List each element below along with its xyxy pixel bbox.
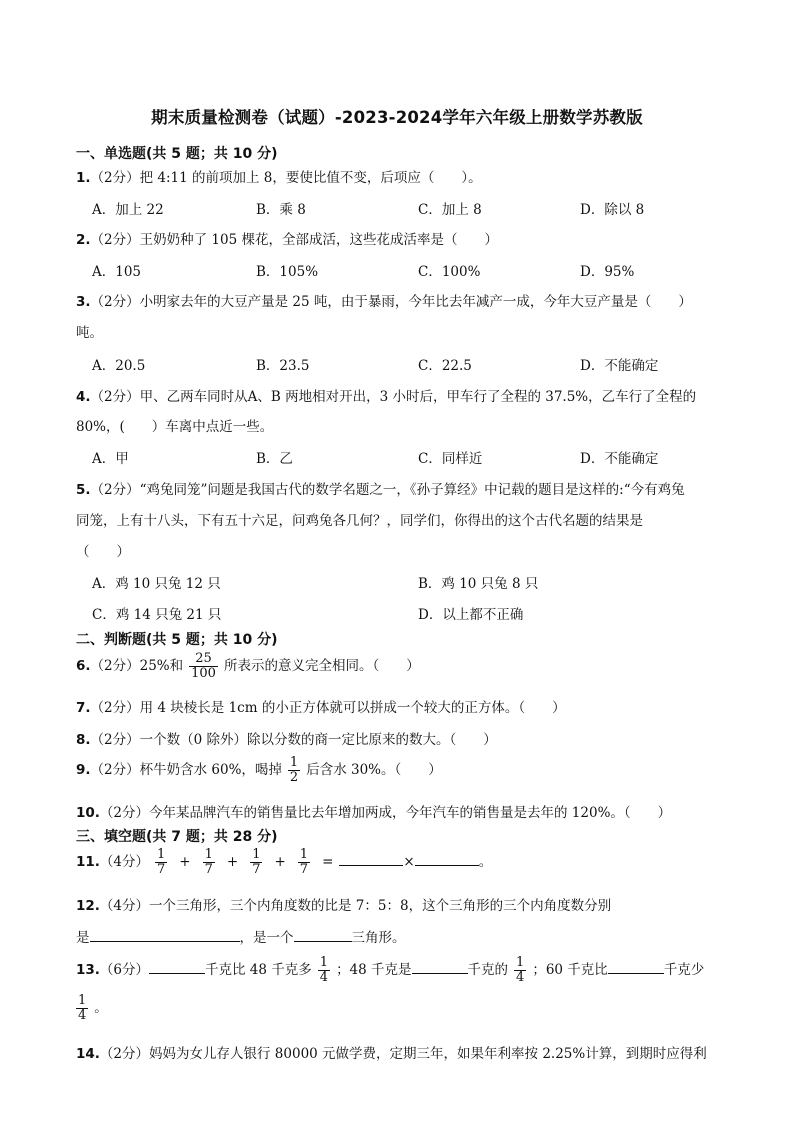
question-3 bbox=[76, 290, 692, 310]
q1-option-a: A．加上 22 bbox=[92, 202, 164, 218]
fraction-numerator: 1 bbox=[289, 755, 299, 770]
question-number: 3. bbox=[76, 294, 91, 310]
q4-option-a: A．甲 bbox=[92, 451, 129, 467]
question-number: 10. bbox=[76, 805, 100, 821]
plus-sign: + bbox=[226, 854, 239, 870]
end-mark: 。 bbox=[478, 854, 493, 870]
fraction-numerator: 1 bbox=[299, 847, 309, 862]
question-5-line-3: （ ） bbox=[76, 544, 130, 560]
question-12 bbox=[76, 894, 611, 914]
question-text: （2分）杯牛奶含水 60%，喝掉 bbox=[90, 762, 282, 778]
answer-blank[interactable] bbox=[608, 961, 664, 974]
question-number: 5. bbox=[76, 482, 91, 498]
fraction-denominator: 7 bbox=[204, 862, 213, 877]
fraction-numerator: 1 bbox=[319, 955, 329, 970]
section-heading-fill-in: 三、填空题(共 7 题；共 28 分) bbox=[76, 829, 278, 845]
fraction bbox=[288, 756, 300, 785]
question-2 bbox=[76, 228, 498, 248]
fraction-numerator: 1 bbox=[204, 847, 213, 862]
question-text: ，是一个 bbox=[239, 930, 294, 946]
fraction-denominator: 4 bbox=[319, 970, 329, 985]
question-text: （2分）用 4 块棱长是 1cm 的小正方体就可以拼成一个较大的正方体。（ ） bbox=[90, 700, 566, 716]
question-1 bbox=[76, 166, 482, 186]
plus-sign: + bbox=[179, 854, 191, 870]
question-text: （2分）一个数（0 除外）除以分数的商一定比原来的数大。（ ） bbox=[90, 732, 497, 748]
question-5 bbox=[76, 478, 685, 498]
question-text: （2分）25%和 bbox=[90, 658, 184, 674]
answer-blank[interactable] bbox=[149, 961, 205, 974]
fraction bbox=[189, 652, 218, 681]
question-number: 2. bbox=[76, 232, 91, 248]
q2-option-b: B．105% bbox=[256, 264, 319, 280]
question-5-line-2: 同笼，上有十八头，下有五十六足，问鸡兔各几何？，同学们，你得出的这个古代名题的结果是 bbox=[76, 513, 643, 529]
question-number: 4. bbox=[76, 389, 91, 405]
q5-option-b: B．鸡 10 只兔 8 只 bbox=[418, 576, 539, 592]
question-number: 12. bbox=[76, 898, 100, 914]
fraction bbox=[298, 848, 310, 877]
question-text: 千克的 bbox=[467, 962, 509, 978]
fraction-denominator: 7 bbox=[157, 862, 166, 877]
fraction-denominator: 4 bbox=[78, 1008, 87, 1023]
q1-option-d: D．除以 8 bbox=[580, 202, 645, 218]
question-number: 7. bbox=[76, 700, 91, 716]
question-8 bbox=[76, 728, 497, 748]
question-13 bbox=[76, 956, 704, 985]
fraction-numerator: 1 bbox=[516, 955, 525, 970]
question-number: 13. bbox=[76, 962, 100, 978]
fraction bbox=[155, 848, 167, 877]
question-text: （2分）妈妈为女儿存人银行 80000 元做学费，定期三年，如果年利率按 2.25%计算，到期时应得利 bbox=[99, 1046, 707, 1062]
q2-option-c: C．100% bbox=[418, 264, 481, 280]
question-text: 三角形。 bbox=[351, 930, 406, 946]
question-6 bbox=[76, 652, 420, 681]
answer-blank[interactable] bbox=[294, 929, 352, 942]
fraction-denominator: 7 bbox=[252, 862, 261, 877]
question-7 bbox=[76, 696, 566, 716]
question-text-end: 所表示的意义完全相同。（ ） bbox=[223, 658, 420, 674]
q1-option-c: C．加上 8 bbox=[418, 202, 482, 218]
q4-option-c: C．同样近 bbox=[418, 451, 483, 467]
section-heading-single-choice: 一、单选题(共 5 题；共 10 分) bbox=[76, 146, 278, 162]
page-title: 期末质量检测卷（试题）-2023-2024学年六年级上册数学苏教版 bbox=[151, 108, 643, 127]
answer-blank[interactable] bbox=[412, 961, 468, 974]
question-13-line-2 bbox=[76, 994, 108, 1023]
plus-sign: + bbox=[274, 854, 286, 870]
question-number: 6. bbox=[76, 658, 91, 674]
equals-sign: = bbox=[322, 854, 334, 870]
question-text: （2分）小明家去年的大豆产量是 25 吨，由于暴雨，今年比去年减产一成，今年大豆产量是（ ） bbox=[90, 294, 692, 310]
question-number: 11. bbox=[76, 854, 100, 870]
fraction-numerator: 1 bbox=[78, 993, 87, 1008]
q3-option-a: A．20.5 bbox=[92, 358, 146, 374]
question-text: （6分） bbox=[99, 962, 150, 978]
end-mark: 。 bbox=[94, 1000, 108, 1016]
question-text: （2分）今年某品牌汽车的销售量比去年增加两成，今年汽车的销售量是去年的 120%。（ ） bbox=[99, 805, 672, 821]
question-text: 千克少 bbox=[663, 962, 705, 978]
question-text: （2分）把 4:11 的前项加上 8，要使比值不变，后项应（ ）。 bbox=[90, 170, 482, 186]
question-4 bbox=[76, 385, 696, 405]
question-text: 千克比 48 千克多 bbox=[205, 962, 312, 978]
q2-option-a: A．105 bbox=[92, 264, 142, 280]
q4-option-d: D．不能确定 bbox=[580, 451, 659, 467]
question-text: （2分）甲、乙两车同时从A、B 两地相对开出，3 小时后，甲车行了全程的 37.5%，乙车行了全程的 bbox=[90, 389, 697, 405]
q4-option-b: B．乙 bbox=[256, 451, 293, 467]
times-sign: × bbox=[403, 854, 415, 870]
question-9 bbox=[76, 756, 442, 785]
question-text: ；48 千克是 bbox=[336, 962, 412, 978]
fraction-denominator: 4 bbox=[516, 970, 525, 985]
question-10 bbox=[76, 801, 671, 821]
fraction-numerator: 1 bbox=[157, 847, 166, 862]
q3-option-b: B．23.5 bbox=[256, 358, 310, 374]
question-text: （4分） bbox=[99, 854, 150, 870]
question-12-line-2 bbox=[76, 926, 406, 946]
section-heading-true-false: 二、判断题(共 5 题；共 10 分) bbox=[76, 632, 278, 648]
q5-option-a: A．鸡 10 只兔 12 只 bbox=[92, 576, 221, 592]
fraction-numerator: 25 bbox=[195, 651, 212, 666]
answer-blank[interactable] bbox=[90, 929, 240, 942]
fraction bbox=[203, 848, 215, 877]
question-text: （4分）一个三角形，三个内角度数的比是 7：5：8，这个三角形的三个内角度数分别 bbox=[99, 898, 612, 914]
q3-option-c: C．22.5 bbox=[418, 358, 472, 374]
fraction-denominator: 100 bbox=[191, 666, 216, 681]
question-text: 是 bbox=[76, 930, 90, 946]
fraction bbox=[514, 956, 526, 985]
question-text-end: 后含水 30%。（ ） bbox=[306, 762, 442, 778]
fraction bbox=[250, 848, 262, 877]
question-14 bbox=[76, 1042, 707, 1062]
question-number: 1. bbox=[76, 170, 91, 186]
fraction-denominator: 7 bbox=[299, 862, 309, 877]
question-3-line-2: 吨。 bbox=[76, 325, 103, 341]
q5-option-d: D．以上都不正确 bbox=[418, 607, 524, 623]
answer-blank[interactable] bbox=[415, 853, 479, 866]
question-text: （2分）王奶奶种了 105 棵花，全部成活，这些花成活率是（ ） bbox=[90, 232, 498, 248]
q1-option-b: B．乘 8 bbox=[256, 202, 306, 218]
question-text: （2分）“鸡兔同笼”问题是我国古代的数学名题之一，《孙子算经》中记载的题目是这样的:“今有鸡兔 bbox=[90, 482, 685, 498]
question-4-line-2: 80%，( ）车离中点近一些。 bbox=[76, 419, 274, 435]
answer-blank[interactable] bbox=[339, 853, 403, 866]
q5-option-c: C．鸡 14 只兔 21 只 bbox=[92, 607, 222, 623]
q2-option-d: D．95% bbox=[580, 264, 635, 280]
fraction-denominator: 2 bbox=[289, 770, 299, 785]
fraction bbox=[318, 956, 330, 985]
question-text: ；60 千克比 bbox=[532, 962, 608, 978]
question-number: 9. bbox=[76, 762, 91, 778]
question-number: 14. bbox=[76, 1046, 100, 1062]
fraction bbox=[76, 994, 88, 1023]
question-11 bbox=[76, 848, 492, 877]
q3-option-d: D．不能确定 bbox=[580, 358, 659, 374]
fraction-numerator: 1 bbox=[252, 847, 261, 862]
question-number: 8. bbox=[76, 732, 91, 748]
